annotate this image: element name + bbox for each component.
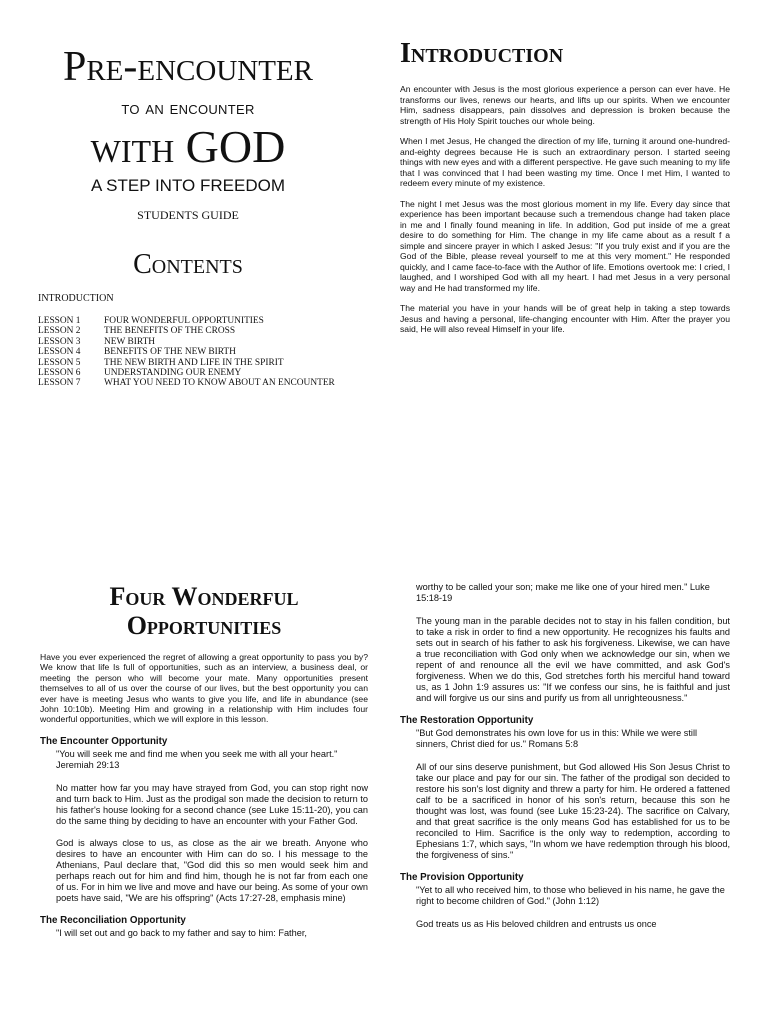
toc-lesson-number: LESSON 1 [38, 316, 81, 326]
encounter-paragraph: God is always close to us, as close as the air we breath. Anyone who desires to have an encounter with Him can do so. I his message to the Athenians, Paul declare that, "God did this so men would seek him and perhaps reach out for him and find him, though he is not far from each one of us. For in him we live and move and have our being. As some of your own poets have said, "We are his offspring" (Acts 17:27-28, emphasis mine) [56, 837, 368, 903]
encounter-quote: "You will seek me and find me when you seek me with all your heart." Jeremiah 29:13 [56, 748, 338, 770]
table-of-contents [38, 316, 338, 389]
contents-heading: Contents [133, 249, 243, 280]
cover-column [38, 46, 338, 389]
toc-lesson-title: THE NEW BIRTH AND LIFE IN THE SPIRIT [104, 357, 284, 368]
title-students-guide: STUDENTS GUIDE [137, 208, 239, 222]
toc-lesson-title: WHAT YOU NEED TO KNOW ABOUT AN ENCOUNTER [104, 378, 335, 389]
reconciliation-heading: The Reconciliation Opportunity [40, 914, 186, 926]
toc-lesson-title: NEW BIRTH [104, 336, 156, 347]
restoration-paragraph: All of our sins deserve punishment, but God allowed His Son Jesus Christ to take our place and pay for our sin. The father of the prodigal son decided to restore his son's lost dignity and threw a party for him. He ordered a fattened calf to be a sacrificed in honor of his son's return, because this son he thought was lost, was found (see Luke 15:23-24). The sacrifice on Calvary, and that great sacrifice is the only means God has established for us to be reconciled to Him. Sacrifice is the only way to redemption, according to Ephesians 1:7, which says, "In whom we have redemption through his blood, the forgiveness of sins." [416, 762, 730, 860]
introduction-column [400, 38, 730, 345]
toc-lesson-number: LESSON 2 [38, 326, 81, 337]
provision-quote: "Yet to all who received him, to those who believed in his name, he gave the right to become children of God." (John 1:12) [416, 885, 725, 906]
reconciliation-quote: "I will set out and go back to my father and say to him: Father, [56, 927, 307, 938]
toc-row [38, 347, 338, 357]
toc-lesson-number: LESSON 7 [38, 378, 81, 389]
title-to-an-encounter: to an encounter [121, 98, 255, 119]
toc-lesson-number: LESSON 4 [38, 347, 81, 358]
toc-lesson-number: LESSON 5 [38, 357, 81, 368]
toc-row [38, 378, 338, 388]
toc-row [38, 316, 338, 326]
lesson-heading-line1: Four Wonderful [109, 582, 299, 611]
reconciliation-quote-continued: worthy to be called your son; make me like one of your hired men." Luke 15:18-19 [416, 582, 710, 603]
toc-lesson-number: LESSON 3 [38, 336, 81, 347]
restoration-heading: The Restoration Opportunity [400, 715, 534, 726]
toc-row [38, 337, 338, 347]
intro-paragraph: The night I met Jesus was the most glorious moment in my life. Every day since that experience has been important because such a tremendous change had taken place in me and I finally found meaning in life. In addition, God put inside of me a great desire to do something for Him. The change in my life came about as a result f a simple and sincere prayer in which I asked Jesus: "If you truly exist and if you are the God of the Bible, please reveal yourself to me at this very moment." He responded quickly, and I came face-to-face with the Author of life. Emotions overtook me: I cried, I laughed, and I worshiped God with all my heart. I had met Jesus in a very personal way and He had transformed my life. [400, 198, 730, 293]
intro-paragraph: The material you have in your hands will be of great help in taking a step towards Jesus and having a personal, life-changing encounter with Him. After the prayer you said, He will also reveal Himself in your life. [400, 303, 730, 334]
toc-lesson-title: UNDERSTANDING OUR ENEMY [104, 368, 242, 379]
toc-lesson-title: FOUR WONDERFUL OPPORTUNITIES [104, 316, 264, 326]
lesson-left-column [40, 582, 368, 951]
title-step-into-freedom: A STEP INTO FREEDOM [91, 176, 285, 195]
toc-lesson-title: BENEFITS OF THE NEW BIRTH [104, 347, 236, 358]
page-two [0, 560, 768, 1024]
encounter-heading: The Encounter Opportunity [40, 735, 168, 747]
toc-row [38, 358, 338, 368]
provision-paragraph: God treats us as His beloved children and entrusts us once [416, 919, 657, 929]
introduction-heading: Introduction [400, 38, 564, 69]
provision-heading: The Provision Opportunity [400, 872, 524, 883]
lesson-heading-line2: Opportunities [126, 611, 282, 640]
opening-paragraph: Have you ever experienced the regret of allowing a great opportunity to pass you by? We know that life Is full of opportunities, such as an interview, a business deal, or meeting the person who will become your mate. Many opportunities present themselves to all of us over the course of our lives, but the best opportunity you can ever have is meeting Jesus who wants to give you life, and life in abundance (see John 10:10b). Meeting Him and growing in a relationship with Him includes four wonderful opportunities, which we will explore in this lesson. [40, 652, 368, 725]
title-pre-encounter: Pre-encounter [62, 44, 313, 90]
intro-paragraph: An encounter with Jesus is the most glorious experience a person can ever have. He transforms our lives, renews our hearts, and lifts up our spirits. When we encounter Him, sadness disappears, pain dissolves and depression is broken because the strength of His Holy Spirit touches our whole being. [400, 84, 730, 126]
toc-row [38, 326, 338, 336]
introduction-body [400, 84, 730, 335]
reconciliation-paragraph: The young man in the parable decides not to stay in his fallen condition, but to take a risk in order to find a new opportunity. He recognizes his faults and sets out in search of his father to ask his forgiveness. Likewise, we can have a true reconciliation with God only when we acknowledge our sin, when we repent of and renounce all the evil we have committed, and ask God's forgiveness. When we do this, God stretches forth his merciful hand toward us, as 1 John 1:9 assures us: "If we confess our sins, he is faithful and just and will forgive us our sins and purify us from all unrighteousness." [416, 616, 730, 703]
title-with-god: with GOD [90, 121, 286, 172]
toc-lesson-title: THE BENEFITS OF THE CROSS [104, 326, 236, 337]
toc-lesson-number: LESSON 6 [38, 368, 81, 379]
lesson-right-column [400, 582, 730, 941]
intro-paragraph: When I met Jesus, He changed the direction of my life, turning it around one-hundred-and-eighty degrees because He is such an extraordinary person. I started seeing things with new eyes and with a different perspective. He gave such meaning to my life that I was convinced that I had been wasting my time. Once I met Him, I wanted to redeem every minute of my existence. [400, 136, 730, 188]
toc-introduction: INTRODUCTION [38, 293, 114, 304]
restoration-quote: "But God demonstrates his own love for us in this: While we were still sinners, Christ died for us." Romans 5:8 [416, 728, 698, 749]
toc-row [38, 368, 338, 378]
encounter-paragraph: No matter how far you may have strayed from God, you can stop right now and turn back to Him. Just as the prodigal son made the decision to return to his father's house looking for a second chance (see Luke 15:11-20), you can do the same thing by deciding to have an encounter with your Father God. [56, 782, 368, 826]
